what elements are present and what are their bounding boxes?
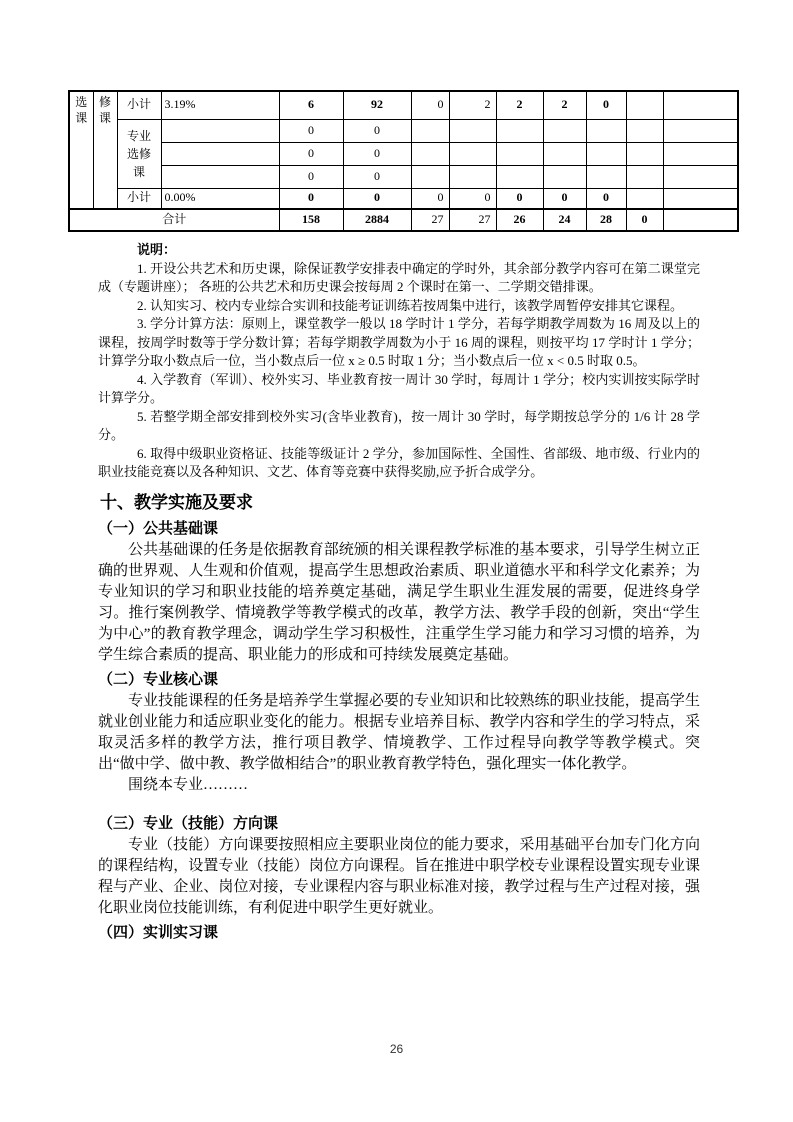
subtotal-percent: 3.19% (161, 91, 279, 119)
table-cell: 0 (343, 119, 411, 142)
empty-cell (586, 142, 626, 165)
empty-cell (663, 209, 738, 231)
empty-cell (626, 142, 663, 165)
empty-cell (449, 119, 496, 142)
table-row (69, 165, 738, 188)
empty-cell (496, 165, 543, 188)
empty-cell (161, 119, 279, 142)
subsection-heading-skill-direction-courses: （三）专业（技能）方向课 (98, 815, 279, 832)
empty-cell (663, 188, 738, 209)
paragraph-public-basic-courses: 公共基础课的任务是依据教育部统颁的相关课程教学标准的基本要求，引导学生树立正确的世界观、人生观和价值观，提高学生思想政治素质、职业道德水平和科学文化素养；为专业知识的学习和职业技能的培养奠定基础，满足学生职业生涯发展的需要，促进终身学习。推行案例教学、情境教学等教学模式的改革，教学方法、教学手段的创新，突出“学生为中心”的教育教学理念，调动学生学习积极性，注重学生学习能力和学习习惯的培养，为学生综合素质的提高、职业能力的形成和可持续发展奠定基础。 (98, 541, 700, 663)
table-cell: 2884 (343, 209, 411, 231)
empty-cell (161, 165, 279, 188)
table-row (69, 119, 738, 142)
empty-cell (449, 142, 496, 165)
note-item-5: 5. 若整学期全部安排到校外实习(含毕业教育)，按一周计 30 学时，每学期按总学分的 1/6 计 28 学分。 (98, 408, 700, 442)
subtotal-label: 小计 (117, 91, 161, 119)
empty-cell (449, 165, 496, 188)
table-cell: 2 (543, 91, 586, 119)
table-total-row (69, 209, 738, 231)
table-cell: 0 (343, 188, 411, 209)
empty-cell (496, 142, 543, 165)
empty-cell (161, 142, 279, 165)
professional-elective-cell (117, 119, 161, 188)
table-cell: 0 (543, 188, 586, 209)
empty-cell (543, 142, 586, 165)
optional-category-label: 修课 (99, 95, 112, 126)
paragraph-professional-core-courses: 专业技能课程的任务是培养学生掌握必要的专业知识和比较熟练的职业技能，提高学生就业创业能力和适应职业变化的能力。根据专业培养目标、教学内容和学生的学习特点，采取灵活多样的教学方法，推行项目教学、情境教学、工作过程导向教学等教学模式。突出“做中学、做中教、教学做相结合”的职业教育教学特色，强化理实一体化教学。 (98, 692, 700, 772)
table-cell: 0 (496, 188, 543, 209)
optional-category-cell (93, 91, 117, 209)
table-row (69, 188, 738, 209)
notes-title: 说明： (137, 242, 177, 257)
table-cell: 0 (343, 165, 411, 188)
paragraph-skill-direction-courses: 专业（技能）方向课要按照相应主要职业岗位的能力要求，采用基础平台加专门化方向的课程结构，设置专业（技能）岗位方向课程。旨在推进中职学校专业课程设置实现专业课程与产业、企业、岗位对接，专业课程内容与职业标准对接，教学过程与生产过程对接，强化职业岗位技能训练，有利促进中职学生更好就业。 (98, 836, 700, 916)
empty-cell (626, 119, 663, 142)
note-item-3: 3. 学分计算方法：原则上，课堂教学一般以 18 学时计 1 学分，若每学期教学周数为 16 周及以上的课程，按周学时数等于学分数计算；若每学期教学周数为小于 16 周的课程，则按平均 17 学时计 1 学分；计算学分取小数点后一位，当小数点后一位 x ≥ 0.5 时取 1 分；当小数点后一位 x < 0.5 时取 0.5。 (98, 316, 700, 368)
table-row (69, 91, 738, 119)
table-cell: 0 (449, 188, 496, 209)
note-item-4: 4. 入学教育（军训）、校外实习、毕业教育按一周计 30 学时，每周计 1 学分；校内实训按实际学时计算学分。 (98, 371, 700, 405)
empty-cell (586, 165, 626, 188)
empty-cell (663, 165, 738, 188)
subsection-heading-professional-core-courses: （二）专业核心课 (98, 671, 219, 688)
table-cell: 0 (279, 165, 343, 188)
table-cell: 0 (586, 91, 626, 119)
empty-cell (411, 119, 449, 142)
table-cell: 92 (343, 91, 411, 119)
curriculum-summary-table (68, 90, 739, 232)
table-cell: 28 (586, 209, 626, 231)
table-cell: 0 (626, 209, 663, 231)
empty-cell (626, 165, 663, 188)
table-cell: 158 (279, 209, 343, 231)
table-cell: 0 (343, 142, 411, 165)
table-cell: 0 (411, 91, 449, 119)
table-cell: 24 (543, 209, 586, 231)
empty-cell (586, 119, 626, 142)
subtotal-label: 小计 (117, 188, 161, 209)
empty-cell (411, 165, 449, 188)
grand-total-label: 合计 (69, 209, 279, 231)
notes-block (98, 241, 700, 482)
empty-cell (663, 119, 738, 142)
note-item-6: 6. 取得中级职业资格证、技能等级证计 2 学分，参加国际性、全国性、省部级、地市级、行业内的职业技能竞赛以及各种知识、文艺、体育等竞赛中获得奖励,应予折合成学分。 (98, 445, 700, 479)
table-cell: 0 (279, 142, 343, 165)
document-body (98, 241, 700, 944)
empty-cell (543, 119, 586, 142)
note-item-2: 2. 认知实习、校内专业综合实训和技能考证训练若按周集中进行，该教学周暂停安排其它课程。 (137, 297, 684, 313)
empty-cell (496, 119, 543, 142)
empty-cell (663, 142, 738, 165)
table-cell: 0 (411, 188, 449, 209)
table-cell: 0 (279, 119, 343, 142)
paragraph-around-this-major: 围绕本专业……… (128, 776, 249, 793)
table-cell: 2 (496, 91, 543, 119)
table-cell: 27 (449, 209, 496, 231)
table-cell: 0 (279, 188, 343, 209)
table-cell: 26 (496, 209, 543, 231)
empty-cell (626, 188, 663, 209)
table-cell: 2 (449, 91, 496, 119)
subsection-heading-practical-training-courses: （四）实训实习课 (98, 924, 219, 941)
subtotal-percent: 0.00% (161, 188, 279, 209)
elective-category-label: 选课 (75, 95, 88, 126)
empty-cell (626, 91, 663, 119)
table-cell: 0 (586, 188, 626, 209)
empty-cell (543, 165, 586, 188)
note-item-1: 1. 开设公共艺术和历史课，除保证教学安排表中确定的学时外，其余部分教学内容可在第二课堂完成（专题讲座）； 各班的公共艺术和历史课会按每周 2 个课时在第一、二学期交错排课。 (98, 260, 700, 294)
empty-cell (411, 142, 449, 165)
elective-category-cell (69, 91, 93, 209)
section-heading-teaching-implementation: 十、教学实施及要求 (100, 492, 253, 512)
empty-cell (663, 91, 738, 119)
professional-elective-label: 专业选修课 (126, 128, 151, 179)
table-row (69, 142, 738, 165)
table-cell: 6 (279, 91, 343, 119)
table-cell: 27 (411, 209, 449, 231)
subsection-heading-public-basic-courses: （一）公共基础课 (98, 520, 219, 537)
page-number: 26 (389, 1042, 404, 1056)
